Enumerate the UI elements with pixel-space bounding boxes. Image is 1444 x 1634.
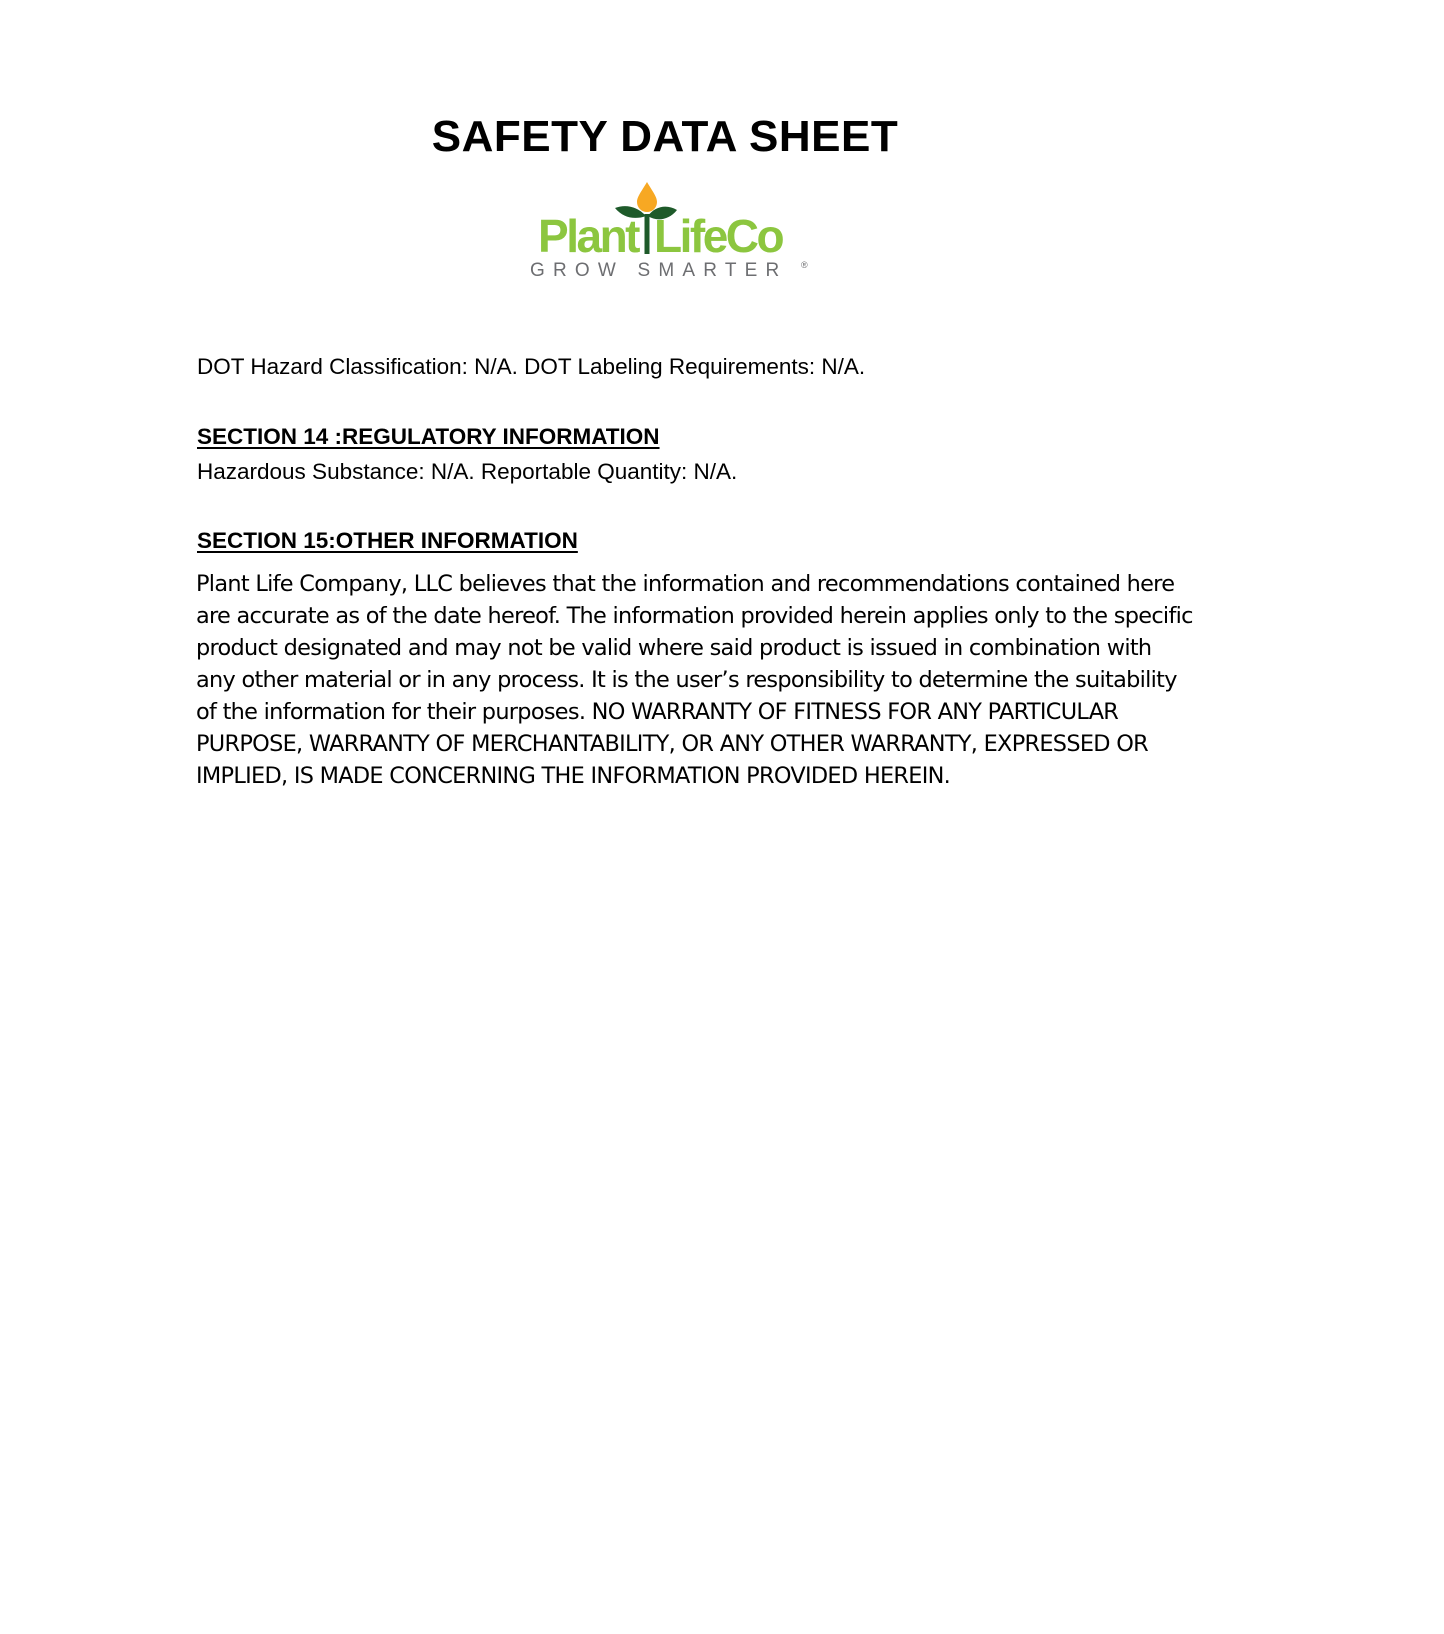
section-15-disclaimer: Plant Life Company, LLC believes that the information and recommendations contained here are accurate as of the date hereof. The information provided herein applies only to the specific product designated and may not be valid where said product is issued in combination with any other material or in any process. It is the user’s responsibility to determine the suitability of the information for their purposes. NO WARRANTY OF FITNESS FOR ANY PARTICULAR PURPOSE, WARRANTY OF MERCHANTABILITY, OR ANY OTHER WARRANTY, EXPRESSED OR IMPLIED, IS MADE CONCERNING THE INFORMATION PROVIDED HEREIN. (196, 571, 1193, 789)
brand-left: Plant (538, 210, 638, 262)
dot-classification-text: DOT Hazard Classification: N/A. DOT Labeling Requirements: N/A. (197, 354, 866, 379)
stem-icon (645, 214, 650, 254)
droplet-icon (637, 182, 657, 212)
section-14-heading: SECTION 14 :REGULATORY INFORMATION (197, 424, 660, 449)
logo-tagline: GROW SMARTER (530, 260, 788, 281)
section-15-heading: SECTION 15:OTHER INFORMATION (197, 528, 578, 553)
brand-right: LifeCo (654, 210, 783, 262)
logo-graphic (525, 180, 815, 285)
plantlifeco-logo (525, 180, 815, 285)
registered-mark: ® (801, 260, 808, 270)
section-14-body: Hazardous Substance: N/A. Reportable Quantity: N/A. (197, 459, 738, 484)
document-title: SAFETY DATA SHEET (431, 112, 899, 161)
